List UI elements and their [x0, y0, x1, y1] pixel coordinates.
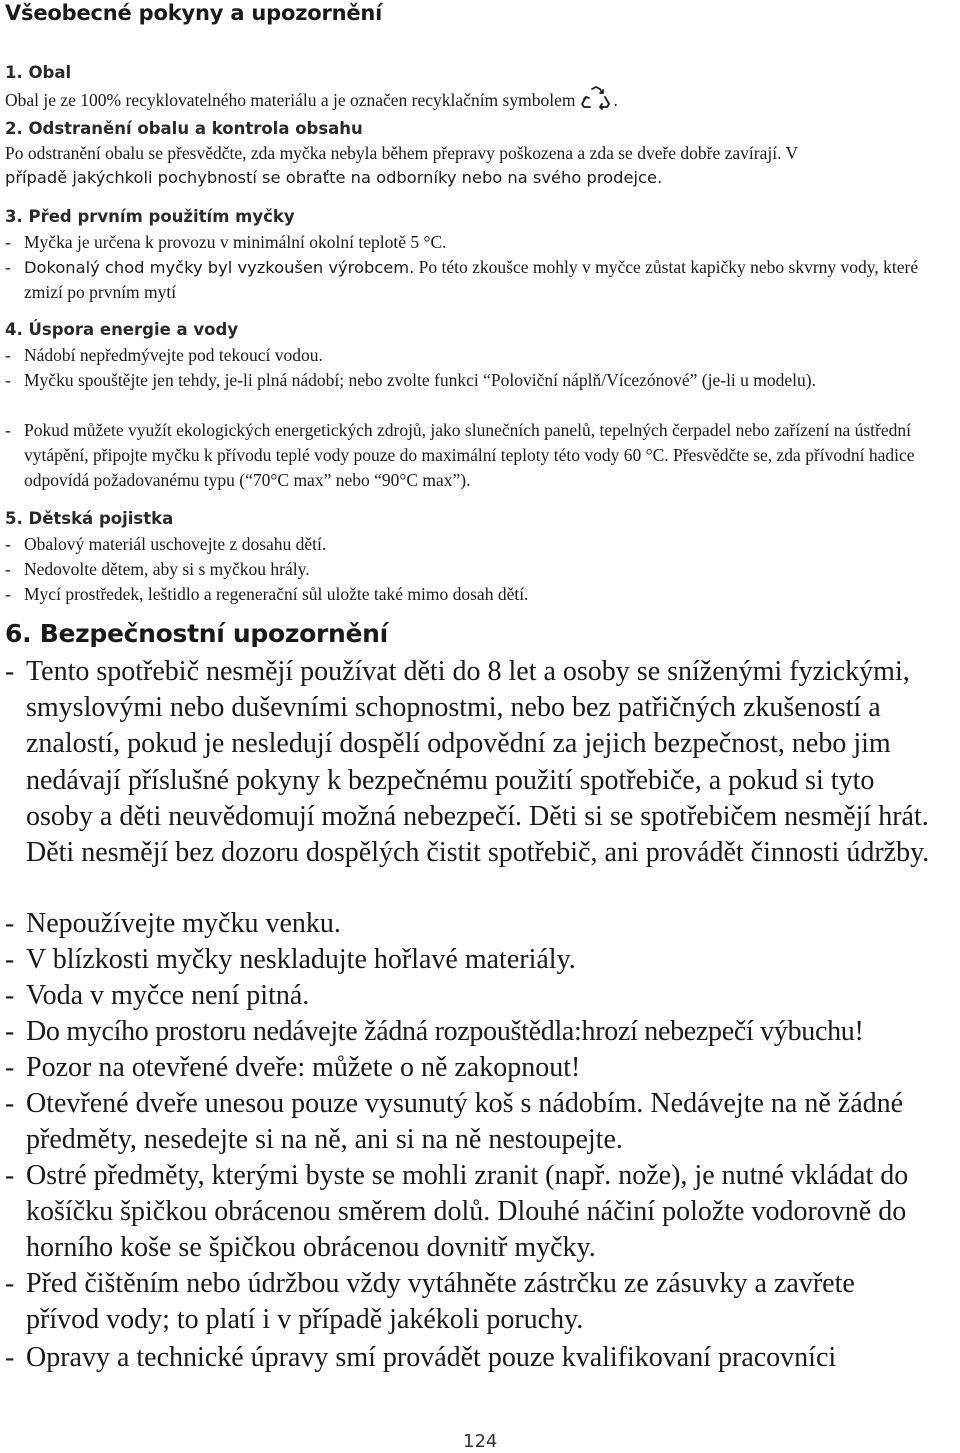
list-item [5, 230, 950, 255]
safety-item [5, 978, 955, 1014]
list-item [5, 343, 950, 368]
list-item-text: Myčku spouštějte jen tehdy, je-li plná nádobí; nebo zvolte funkci “Poloviční náplň/Vícezónové” (je-li u modelu). [24, 370, 816, 390]
section-2-line-1: Po odstranění obalu se přesvědčte, zda myčka nebyla během přepravy poškozena a zda se dveře dobře zavírají. V [5, 143, 799, 163]
safety-item [5, 1086, 955, 1158]
section-1-title: 1. Obal [5, 63, 72, 82]
safety-item [5, 906, 955, 942]
list-item [5, 532, 950, 557]
list-item-text: Obalový materiál uschovejte z dosahu dětí. [24, 534, 327, 554]
list-item [5, 582, 950, 607]
page-number: 124 [463, 1431, 498, 1452]
list-item-text-part2: Po této zkoušce mohly v myčce zůstat kapičky nebo skvrny vody, které zmizí po prvním mytí [24, 257, 919, 302]
section-1-text [5, 86, 618, 115]
section-3-title: 3. Před prvním použitím myčky [5, 207, 295, 226]
list-dash: - [5, 584, 11, 604]
list-dash: - [5, 420, 11, 440]
safety-item [5, 1340, 955, 1376]
list-dash: - [5, 370, 11, 390]
list-dash: - [5, 232, 11, 252]
list-dash: - [5, 944, 15, 975]
list-item-text [24, 255, 950, 305]
section-6-title: 6. Bezpečnostní upozornění [5, 619, 388, 648]
safety-item-text: Voda v myčce není pitná. [26, 980, 310, 1011]
list-dash: - [5, 257, 11, 277]
safety-item-text: Tento spotřebič nesmějí používat děti do 8 let a osoby se sníženými fyzickými, smyslovými nebo duševními schopnostmi, nebo bez patřičných zkušeností a znalostí, pokud je nesledují dospělí odpovědní za jejich bezpečnost, nebo jim nedávají příslušné pokyny k bezpečnému použití spotřebiče, a pokud si tyto osoby a děti neuvědomují možná nebezpečí. Děti si se spotřebičem nesmějí hrát. Děti nesmějí bez dozoru dospělých čistit spotřebič, ani provádět činnosti údržby. [26, 656, 930, 869]
safety-item [5, 1158, 955, 1267]
list-item-text: Nádobí nepředmývejte pod tekoucí vodou. [24, 345, 323, 365]
list-item-text-part1: Dokonalý chod myčky byl vyzkoušen výrobcem. [24, 258, 415, 277]
page-heading: Všeobecné pokyny a upozornění [5, 1, 383, 25]
section-5-title: 5. Dětská pojistka [5, 509, 174, 528]
safety-item-text: Před čištěním nebo údržbou vždy vytáhněte zástrčku ze zásuvky a zavřete přívod vody; to platí i v případě jakékoli poruchy. [26, 1268, 855, 1336]
list-dash: - [5, 559, 11, 579]
list-dash: - [5, 1268, 15, 1299]
safety-item [5, 942, 955, 978]
list-dash: - [5, 980, 15, 1011]
list-dash: - [5, 345, 11, 365]
list-item-text: Myčka je určena k provozu v minimální okolní teplotě 5 °C. [24, 232, 447, 252]
list-item [5, 418, 950, 493]
safety-item [5, 1014, 955, 1050]
list-dash: - [5, 656, 15, 687]
safety-item [5, 1266, 955, 1338]
list-dash: - [5, 1088, 15, 1119]
safety-item [5, 654, 955, 871]
section-1-text-part2: . [613, 90, 618, 110]
section-2-title: 2. Odstranění obalu a kontrola obsahu [5, 119, 363, 138]
section-2-line-2: případě jakýchkoli pochybností se obraťte na odborníky nebo na svého prodejce. [5, 168, 663, 187]
safety-item-text: Pozor na otevřené dveře: můžete o ně zakopnout! [26, 1052, 581, 1083]
section-1-text-part1: Obal je ze 100% recyklovatelného materiálu a je označen recyklačním symbolem [5, 90, 576, 110]
list-dash: - [5, 1052, 15, 1083]
list-item-text: Pokud můžete využít ekologických energetických zdrojů, jako slunečních panelů, tepelných čerpadel nebo zařízení na ústřední vytápění, připojte myčku k přívodu teplé vody pouze do maximální teploty této vody 60 °C. Přesvědčte se, zda přívodní hadice odpovídá požadovanému typu (“70°C max” nebo “90°C max”). [24, 420, 915, 490]
safety-item-text: Otevřené dveře unesou pouze vysunutý koš s nádobím. Nedávejte na ně žádné předměty, nesedejte si na ně, ani si na ně nestoupejte. [26, 1088, 904, 1156]
list-dash: - [5, 908, 15, 939]
recycle-icon [581, 86, 611, 115]
section-4-title: 4. Úspora energie a vody [5, 320, 239, 339]
list-item [5, 368, 950, 393]
list-dash: - [5, 1160, 15, 1191]
list-dash: - [5, 1342, 15, 1373]
list-item-text: Mycí prostředek, leštidlo a regenerační sůl uložte také mimo dosah dětí. [24, 584, 529, 604]
list-dash: - [5, 1016, 15, 1047]
safety-item-text: Do mycího prostoru nedávejte žádná rozpouštědla:hrozí nebezpečí výbuchu! [26, 1016, 864, 1047]
list-dash: - [5, 534, 11, 554]
list-item [5, 255, 950, 305]
safety-item-text: Nepoužívejte myčku venku. [26, 908, 341, 939]
safety-item-text: Opravy a technické úpravy smí provádět pouze kvalifikovaní pracovníci [26, 1342, 837, 1373]
safety-item-text: V blízkosti myčky neskladujte hořlavé materiály. [26, 944, 576, 975]
list-item-text: Nedovolte dětem, aby si s myčkou hrály. [24, 559, 310, 579]
safety-item-text: Ostré předměty, kterými byste se mohli zranit (např. nože), je nutné vkládat do košíčku špičkou obrácenou směrem dolů. Dlouhé náčiní položte vodorovně do horního koše se špičkou obrácenou dovnitř myčky. [26, 1160, 909, 1264]
list-item [5, 557, 950, 582]
safety-item [5, 1050, 955, 1086]
